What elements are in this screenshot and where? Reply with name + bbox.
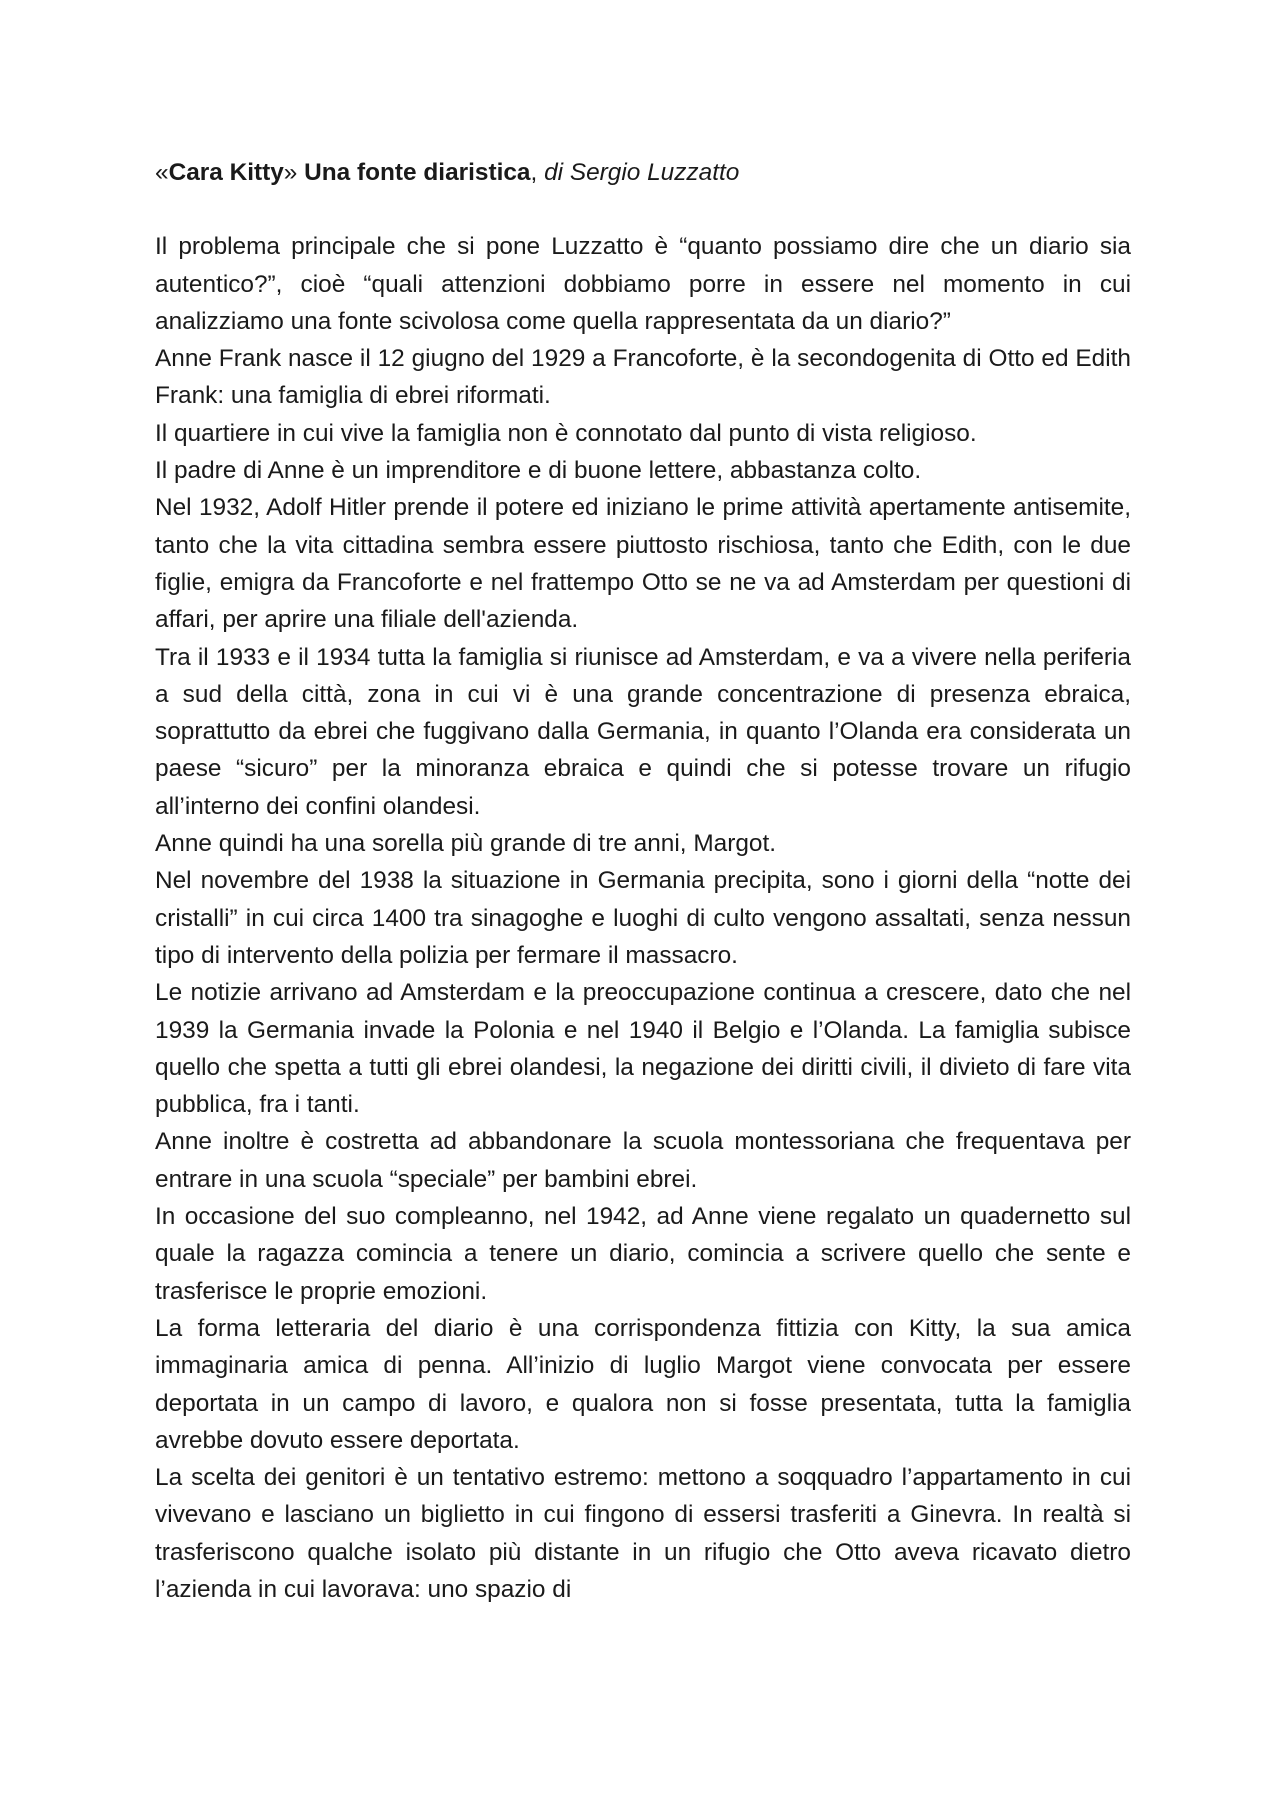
paragraph-4: Il padre di Anne è un imprenditore e di buone lettere, abbastanza colto.	[155, 457, 922, 485]
title-close-quote: »	[283, 159, 298, 186]
paragraph-2: Anne Frank nasce il 12 giugno del 1929 a Francoforte, è la secondogenita di Otto ed Edith Frank: una famiglia di ebrei riformati.	[155, 345, 1131, 410]
paragraph-10: Anne inoltre è costretta ad abbandonare la scuola montessoriana che frequentava per entrare in una scuola “speciale” per bambini ebrei.	[155, 1128, 1131, 1193]
paragraph-6: Tra il 1933 e il 1934 tutta la famiglia si riunisce ad Amsterdam, e va a vivere nella periferia a sud della città, zona in cui vi è una grande concentrazione di presenza ebraica, soprattutto da ebrei che fuggivano dalla Germania, in quanto l’Olanda era considerata un paese “sicuro” per la minoranza ebraica e quindi che si potesse trovare un rifugio all’interno dei confini olandesi.	[155, 643, 1131, 820]
paragraph-8: Nel novembre del 1938 la situazione in Germania precipita, sono i giorni della “notte dei cristalli” in cui circa 1400 tra sinagoghe e luoghi di culto vengono assaltati, senza nessun tipo di intervento della polizia per fermare il massacro.	[155, 867, 1131, 969]
paragraph-5: Nel 1932, Adolf Hitler prende il potere ed iniziano le prime attività apertamente antisemite, tanto che la vita cittadina sembra essere piuttosto rischiosa, tanto che Edith, con le due figlie, emigra da Francoforte e nel frattempo Otto se ne va ad Amsterdam per questioni di affari, per aprire una filiale dell'azienda.	[155, 494, 1131, 634]
paragraph-12: La forma letteraria del diario è una corrispondenza fittizia con Kitty, la sua amica immaginaria amica di penna. All’inizio di luglio Margot viene convocata per essere deportata in un campo di lavoro, e qualora non si fosse presentata, tutta la famiglia avrebbe dovuto essere deportata.	[155, 1314, 1131, 1454]
paragraph-9: Le notizie arrivano ad Amsterdam e la preoccupazione continua a crescere, dato che nel 1939 la Germania invade la Polonia e nel 1940 il Belgio e l’Olanda. La famiglia subisce quello che spetta a tutti gli ebrei olandesi, la negazione dei diritti civili, il divieto di fare vita pubblica, fra i tanti.	[155, 979, 1131, 1119]
title-subtitle: Una fonte diaristica	[304, 159, 531, 186]
document-title	[155, 154, 1131, 191]
title-name: Cara Kitty	[168, 159, 284, 186]
title-separator: ,	[530, 159, 545, 186]
paragraph-3: Il quartiere in cui vive la famiglia non è connotato dal punto di vista religioso.	[155, 419, 977, 447]
paragraph-1: Il problema principale che si pone Luzzatto è “quanto possiamo dire che un diario sia autentico?”, cioè “quali attenzioni dobbiamo porre in essere nel momento in cui analizziamo una fonte scivolosa come quella rappresentata da un diario?”	[155, 233, 1131, 335]
paragraph-11: In occasione del suo compleanno, nel 1942, ad Anne viene regalato un quadernetto sul quale la ragazza comincia a tenere un diario, comincia a scrivere quello che sente e trasferisce le proprie emozioni.	[155, 1203, 1131, 1305]
paragraph-7: Anne quindi ha una sorella più grande di tre anni, Margot.	[155, 830, 777, 858]
paragraph-13: La scelta dei genitori è un tentativo estremo: mettono a soqquadro l’appartamento in cui vivevano e lasciano un biglietto in cui fingono di essersi trasferiti a Ginevra. In realtà si trasferiscono qualche isolato più distante in un rifugio che Otto aveva ricavato dietro l’azienda in cui lavorava: uno spazio di	[155, 1464, 1131, 1603]
title-author: di Sergio Luzzatto	[544, 159, 740, 186]
document-body	[155, 154, 1131, 1608]
title-open-quote: «	[155, 159, 169, 186]
